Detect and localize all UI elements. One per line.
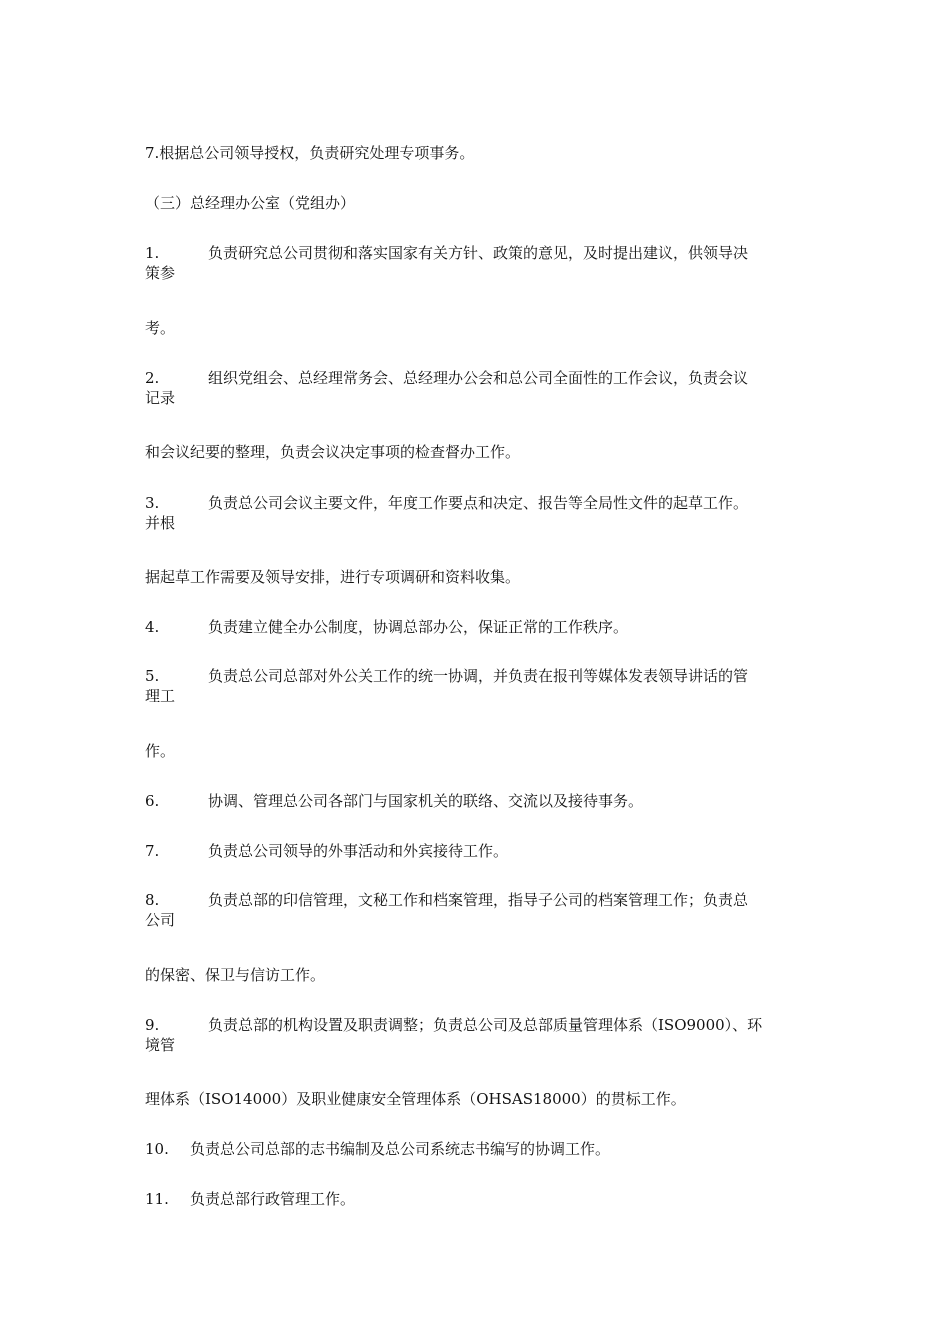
item-number: 7. (145, 842, 160, 860)
item-number: 10. (145, 1140, 169, 1158)
list-item-2 (145, 368, 810, 408)
item-text: 负责总部行政管理工作。 (190, 1190, 356, 1208)
item-text: 负责建立健全办公制度，协调总部办公，保证正常的工作秩序。 (208, 618, 629, 636)
list-item-5 (145, 666, 810, 706)
item-text: 负责总部的机构设置及职责调整；负责总公司及总部质量管理体系（ISO9000）、环 (208, 1016, 763, 1034)
item-1-continuation: 考。 (145, 319, 176, 337)
item-number: 8. (145, 891, 160, 909)
item-number: 11. (145, 1190, 169, 1208)
section-heading-general-manager-office: （三）总经理办公室（党组办） (145, 194, 356, 212)
item-number: 6. (145, 792, 160, 810)
item-number: 4. (145, 618, 160, 636)
item-number: 1. (145, 244, 160, 262)
item-text-wrap: 记录 (145, 389, 176, 407)
item-text-wrap: 策参 (145, 264, 176, 282)
item-text: 负责总公司会议主要文件，年度工作要点和决定、报告等全局性文件的起草工作。 (208, 494, 749, 512)
list-item-4 (145, 617, 810, 637)
list-item-1 (145, 243, 810, 283)
item-8-continuation: 的保密、保卫与信访工作。 (145, 966, 326, 984)
item-text: 负责研究总公司贯彻和落实国家有关方针、政策的意见，及时提出建议，供领导决 (208, 244, 749, 262)
item-number: 9. (145, 1016, 160, 1034)
list-item-6 (145, 791, 810, 811)
item-text: 组织党组会、总经理常务会、总经理办公会和总公司全面性的工作会议，负责会议 (208, 369, 749, 387)
item-text: 负责总公司总部对外公关工作的统一协调，并负责在报刊等媒体发表领导讲话的管 (208, 667, 749, 685)
item-text: 负责总公司总部的志书编制及总公司系统志书编写的协调工作。 (190, 1140, 611, 1158)
list-item-7 (145, 841, 810, 861)
list-item-9 (145, 1015, 810, 1055)
item-text: 负责总部的印信管理，文秘工作和档案管理，指导子公司的档案管理工作；负责总 (208, 891, 749, 909)
item-text-wrap: 境管 (145, 1036, 176, 1054)
item-text: 负责总公司领导的外事活动和外宾接待工作。 (208, 842, 509, 860)
list-item-10 (145, 1139, 810, 1159)
item-text-wrap: 理工 (145, 687, 176, 705)
list-item-11 (145, 1189, 810, 1209)
item-5-continuation: 作。 (145, 742, 176, 760)
paragraph-7-authorization: 7.根据总公司领导授权，负责研究处理专项事务。 (145, 144, 475, 162)
item-number: 5. (145, 667, 160, 685)
item-number: 3. (145, 494, 160, 512)
item-text-wrap: 公司 (145, 911, 176, 929)
list-item-8 (145, 890, 810, 930)
item-text-wrap: 并根 (145, 514, 176, 532)
item-text: 协调、管理总公司各部门与国家机关的联络、交流以及接待事务。 (208, 792, 644, 810)
item-2-continuation: 和会议纪要的整理，负责会议决定事项的检查督办工作。 (145, 443, 521, 461)
item-9-continuation: 理体系（ISO14000）及职业健康安全管理体系（OHSAS18000）的贯标工作。 (145, 1090, 686, 1108)
item-number: 2. (145, 369, 160, 387)
list-item-3 (145, 493, 810, 533)
item-3-continuation: 据起草工作需要及领导安排，进行专项调研和资料收集。 (145, 568, 521, 586)
